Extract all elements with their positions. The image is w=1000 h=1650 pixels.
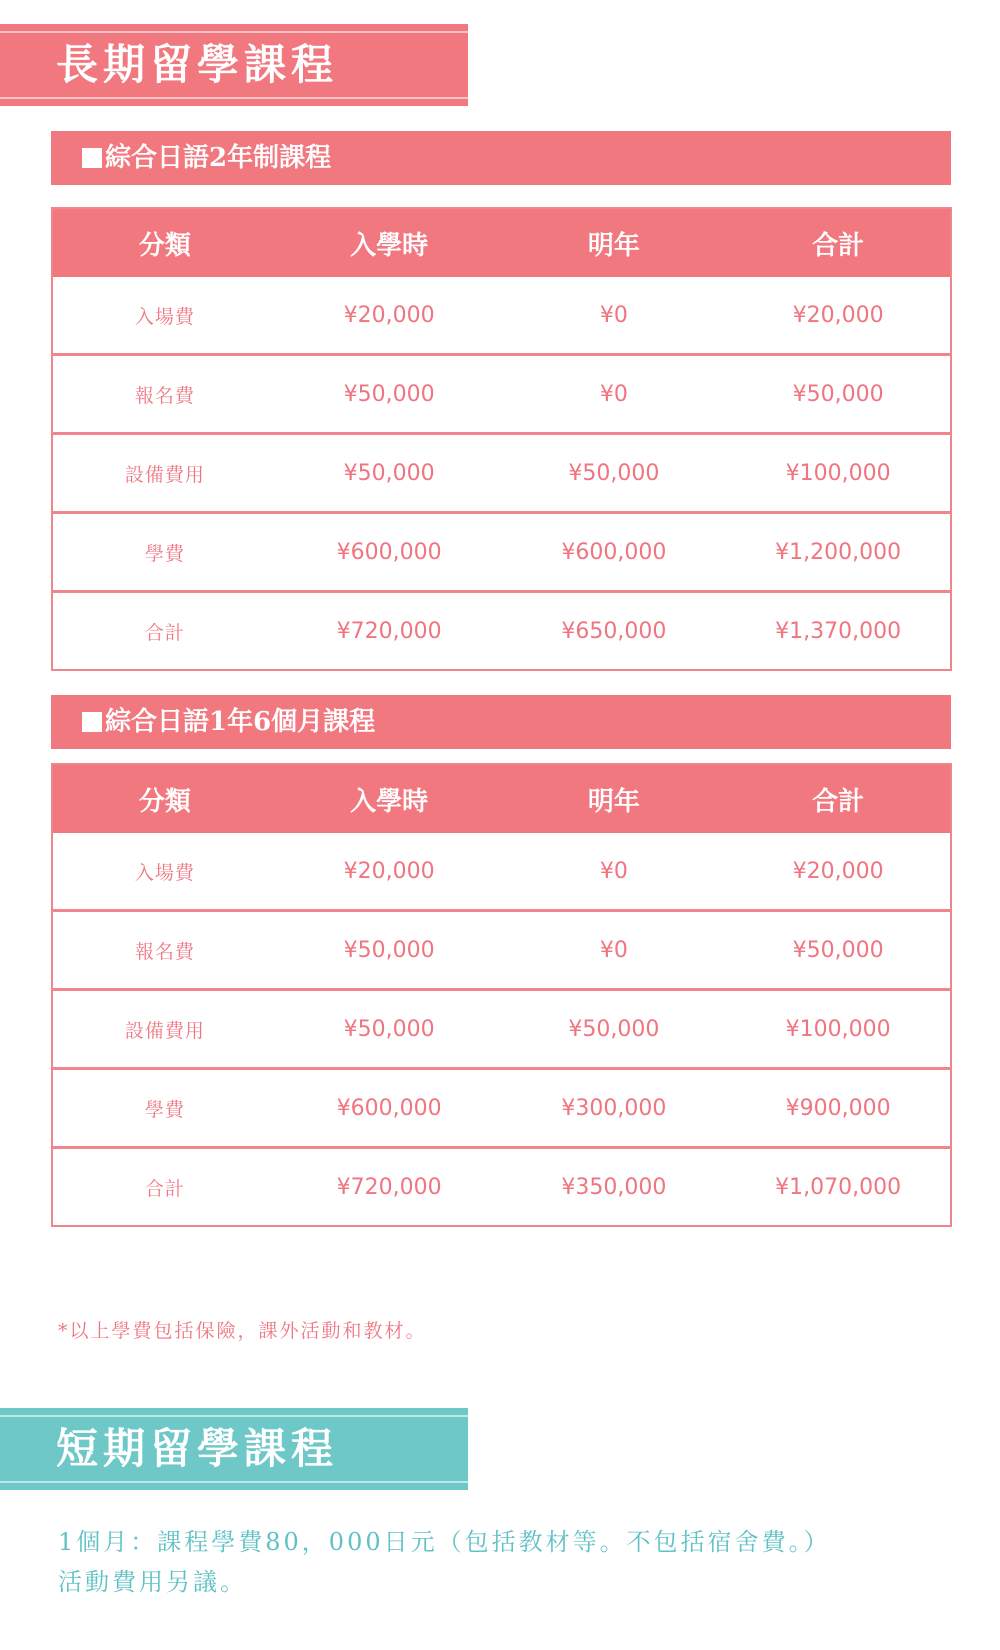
row-next-year: ¥0 bbox=[502, 833, 727, 911]
table-row bbox=[52, 513, 951, 592]
row-total: ¥100,000 bbox=[726, 990, 951, 1069]
row-enrollment: ¥50,000 bbox=[277, 911, 502, 990]
row-next-year: ¥300,000 bbox=[502, 1069, 727, 1148]
short-term-line-2: 活動費用另議。 bbox=[58, 1568, 247, 1596]
table-row bbox=[52, 434, 951, 513]
row-enrollment: ¥20,000 bbox=[277, 833, 502, 911]
row-enrollment: ¥720,000 bbox=[336, 1174, 442, 1200]
course-1-name: 綜合日語2年制課程 bbox=[105, 143, 332, 173]
header-category: 分類 bbox=[52, 208, 277, 277]
header-total: 合計 bbox=[726, 208, 951, 277]
header-enrollment: 入學時 bbox=[277, 208, 502, 277]
row-total: ¥20,000 bbox=[726, 277, 951, 355]
row-next-year: ¥0 bbox=[502, 355, 727, 434]
row-enrollment: ¥720,000 bbox=[336, 618, 442, 644]
row-enrollment: ¥600,000 bbox=[277, 1069, 502, 1148]
header-next-year: 明年 bbox=[502, 208, 727, 277]
row-total: ¥1,370,000 bbox=[775, 618, 902, 644]
table-row bbox=[52, 1148, 951, 1227]
row-category: 學費 bbox=[52, 513, 277, 592]
header-next-year: 明年 bbox=[502, 764, 727, 833]
row-total: ¥100,000 bbox=[726, 434, 951, 513]
header-enrollment: 入學時 bbox=[277, 764, 502, 833]
row-total: ¥1,200,000 bbox=[726, 513, 951, 592]
square-bullet-icon bbox=[82, 148, 102, 168]
table-row bbox=[52, 1069, 951, 1148]
row-next-year: ¥0 bbox=[502, 911, 727, 990]
row-category: 設備費用 bbox=[52, 990, 277, 1069]
short-term-description bbox=[58, 1522, 958, 1602]
row-enrollment: ¥50,000 bbox=[277, 355, 502, 434]
short-term-title: 短期留學課程 bbox=[56, 1424, 339, 1473]
course-2-fee-table bbox=[51, 763, 952, 1227]
row-total: ¥50,000 bbox=[726, 911, 951, 990]
fee-note: *以上學費包括保險，課外活動和教材。 bbox=[58, 1320, 427, 1342]
row-category: 合計 bbox=[144, 621, 185, 644]
long-term-banner bbox=[0, 24, 468, 106]
row-next-year: ¥50,000 bbox=[502, 990, 727, 1069]
row-enrollment: ¥600,000 bbox=[277, 513, 502, 592]
header-total: 合計 bbox=[726, 764, 951, 833]
table-row bbox=[52, 833, 951, 911]
header-category: 分類 bbox=[52, 764, 277, 833]
row-category: 報名費 bbox=[52, 911, 277, 990]
row-total: ¥1,070,000 bbox=[775, 1174, 902, 1200]
row-next-year: ¥50,000 bbox=[502, 434, 727, 513]
row-enrollment: ¥20,000 bbox=[277, 277, 502, 355]
row-enrollment: ¥50,000 bbox=[277, 434, 502, 513]
row-total: ¥20,000 bbox=[726, 833, 951, 911]
row-total: ¥50,000 bbox=[726, 355, 951, 434]
row-enrollment: ¥50,000 bbox=[277, 990, 502, 1069]
long-term-title: 長期留學課程 bbox=[56, 40, 339, 89]
row-next-year: ¥350,000 bbox=[561, 1174, 667, 1200]
short-term-banner bbox=[0, 1408, 468, 1490]
row-category: 入場費 bbox=[52, 833, 277, 911]
table-row bbox=[52, 911, 951, 990]
row-next-year: ¥650,000 bbox=[561, 618, 667, 644]
short-term-line-1: 1個月：課程學費80，000日元（包括教材等。不包括宿舍費。） bbox=[58, 1528, 831, 1556]
course-1-fee-table bbox=[51, 207, 952, 671]
row-category: 設備費用 bbox=[52, 434, 277, 513]
table-row bbox=[52, 277, 951, 355]
table-row bbox=[52, 990, 951, 1069]
table-row bbox=[52, 592, 951, 671]
row-category: 入場費 bbox=[52, 277, 277, 355]
square-bullet-icon bbox=[82, 712, 102, 732]
row-next-year: ¥0 bbox=[502, 277, 727, 355]
row-total: ¥900,000 bbox=[726, 1069, 951, 1148]
row-category: 合計 bbox=[144, 1177, 185, 1200]
row-category: 報名費 bbox=[52, 355, 277, 434]
table-header-row bbox=[52, 764, 951, 833]
course-2-name: 綜合日語1年6個月課程 bbox=[105, 707, 376, 737]
table-row bbox=[52, 355, 951, 434]
row-next-year: ¥600,000 bbox=[502, 513, 727, 592]
course-1-header bbox=[51, 131, 951, 185]
table-header-row bbox=[52, 208, 951, 277]
row-category: 學費 bbox=[52, 1069, 277, 1148]
course-2-header bbox=[51, 695, 951, 749]
